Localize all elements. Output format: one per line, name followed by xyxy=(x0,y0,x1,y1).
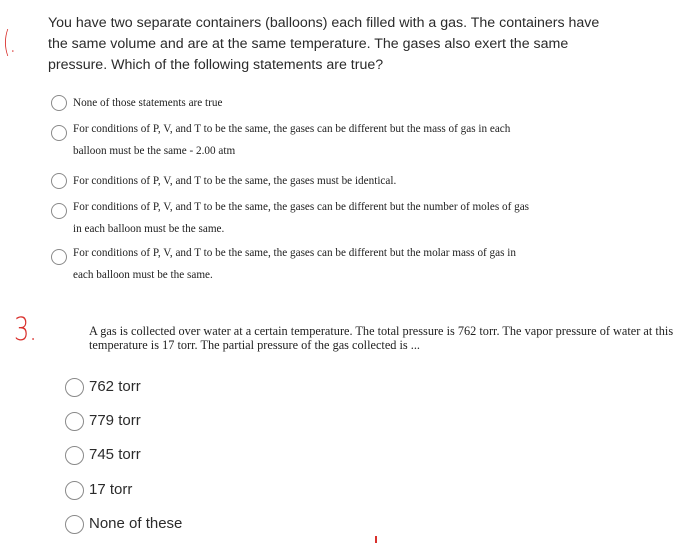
q2-option-3-radio[interactable] xyxy=(65,446,84,465)
question-1-text: You have two separate containers (balloons) each filled with a gas. The containers have the same volume and are at the same temperature. The gases also exert the same pressure. Which of the following statements are true? xyxy=(48,15,600,73)
q1-option-4-radio[interactable] xyxy=(51,203,67,219)
q2-option-3-label: 745 torr xyxy=(89,446,141,463)
q1-option-5-line-1: For conditions of P, V, and T to be the same, the gases can be different but the molar mass of gas in xyxy=(73,247,516,259)
q1-option-2-line-1: For conditions of P, V, and T to be the same, the gases can be different but the mass of gas in each xyxy=(73,123,511,135)
q1-option-1-radio[interactable] xyxy=(51,95,67,111)
q1-option-3-label xyxy=(73,170,396,192)
q1-option-3-line-1: For conditions of P, V, and T to be the same, the gases must be identical. xyxy=(73,175,397,187)
q1-option-5-label xyxy=(73,242,516,286)
q2-option-5-label: None of these xyxy=(89,515,183,532)
q2-option-4-radio[interactable] xyxy=(65,481,84,500)
q1-option-1-line-1: None of those statements are true xyxy=(73,97,223,109)
q2-option-4-label: 17 torr xyxy=(89,481,133,498)
pen-mark xyxy=(375,536,377,543)
q1-option-5-line-2: each balloon must be the same. xyxy=(73,269,213,281)
q1-option-1-label xyxy=(73,92,222,114)
q1-option-2-radio[interactable] xyxy=(51,125,67,141)
q1-option-3-radio[interactable] xyxy=(51,173,67,189)
q2-option-2-radio[interactable] xyxy=(65,412,84,431)
q1-option-2-line-2: balloon must be the same - 2.00 atm xyxy=(73,145,236,157)
q2-option-1-radio[interactable] xyxy=(65,378,84,397)
question-2-text: A gas is collected over water at a certain temperature. The total pressure is 762 torr. The vapor pressure of water at this temperature is 17 torr. The partial pressure of the gas collected is ... xyxy=(89,324,674,352)
q1-option-2-label xyxy=(73,118,510,162)
q2-option-5-radio[interactable] xyxy=(65,515,84,534)
q1-option-4-line-2: in each balloon must be the same. xyxy=(73,223,225,235)
q1-option-4-line-1: For conditions of P, V, and T to be the same, the gases can be different but the number of moles of gas xyxy=(73,201,530,213)
question-2-handwritten-number: 3. xyxy=(14,310,37,348)
q1-option-5-radio[interactable] xyxy=(51,249,67,265)
q2-option-2-label: 779 torr xyxy=(89,412,141,429)
q2-option-1-label: 762 torr xyxy=(89,378,141,395)
question-1-handwritten-number: (. xyxy=(3,25,16,60)
q1-option-4-label xyxy=(73,196,529,240)
